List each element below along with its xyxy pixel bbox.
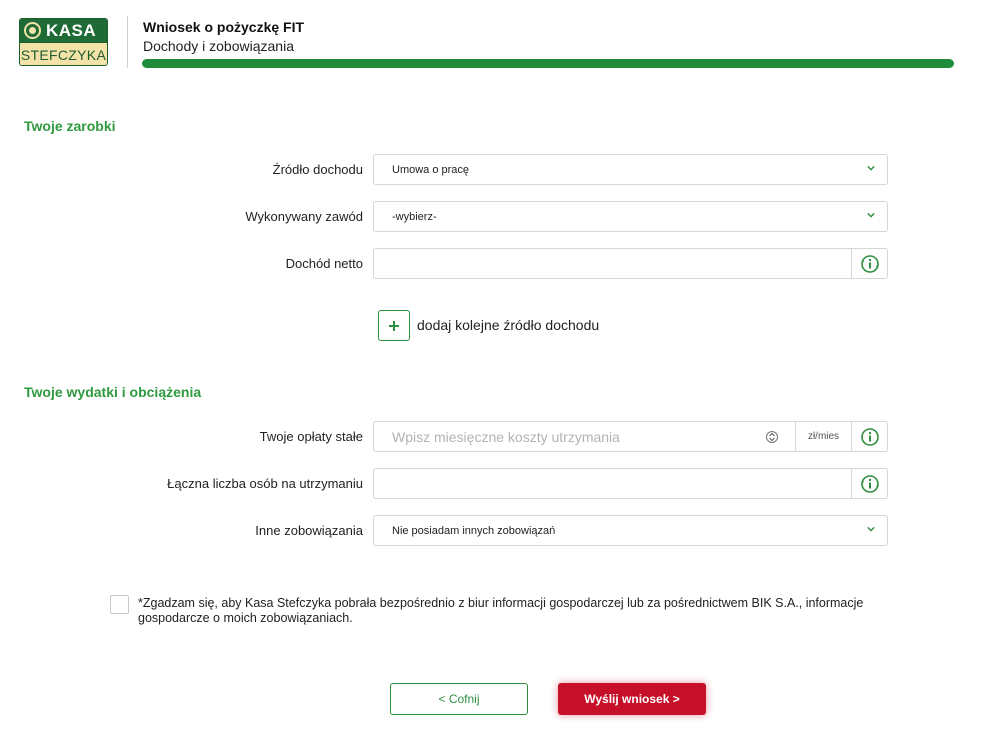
- occupation-value: -wybierz-: [392, 210, 437, 223]
- logo-stefczyka-text: STEFCZYKA: [20, 42, 107, 66]
- other-obligations-label: Inne zobowiązania: [255, 523, 363, 538]
- progress-bar: [142, 59, 954, 68]
- occupation-label: Wykonywany zawód: [245, 209, 363, 224]
- fixed-costs-label: Twoje opłaty stałe: [259, 429, 363, 444]
- submit-application-button[interactable]: Wyślij wniosek >: [558, 683, 706, 715]
- info-icon: [860, 427, 880, 447]
- logo-top-band: [20, 19, 107, 42]
- fixed-costs-info-button[interactable]: [851, 422, 887, 451]
- step-title: Dochody i zobowiązania: [143, 38, 294, 54]
- dependents-input[interactable]: [374, 469, 851, 498]
- other-obligations-select[interactable]: [373, 515, 888, 546]
- other-obligations-value: Nie posiadam innych zobowiązań: [392, 524, 556, 537]
- income-source-label: Źródło dochodu: [272, 162, 363, 177]
- net-income-info-button[interactable]: [851, 249, 887, 278]
- fixed-costs-field: [373, 421, 888, 452]
- progress-bar-fill: [142, 59, 954, 68]
- net-income-label: Dochód netto: [285, 256, 363, 271]
- back-button[interactable]: < Cofnij: [390, 683, 528, 715]
- chevron-down-icon: [867, 164, 875, 172]
- logo-emblem-icon: [24, 22, 41, 39]
- net-income-field: [373, 248, 888, 279]
- info-icon: [860, 474, 880, 494]
- consent-checkbox[interactable]: [110, 595, 129, 614]
- info-icon: [860, 254, 880, 274]
- consent-text: *Zgadzam się, aby Kasa Stefczyka pobrała bezpośrednio z biur informacji gospodarczej lub za pośrednictwem BIK S.A., informacje gospodarcze o moich zobowiązaniach.: [138, 596, 864, 625]
- expenses-section-title: Twoje wydatki i obciążenia: [24, 384, 202, 400]
- dependents-info-button[interactable]: [851, 469, 887, 498]
- dependents-field: [373, 468, 888, 499]
- net-income-input[interactable]: [374, 249, 851, 278]
- occupation-select[interactable]: [373, 201, 888, 232]
- chevron-down-icon: [867, 211, 875, 219]
- income-source-select[interactable]: [373, 154, 888, 185]
- fixed-costs-input[interactable]: [374, 422, 765, 451]
- logo-kasa-text: KASA: [46, 20, 97, 40]
- number-spinner[interactable]: [765, 422, 779, 451]
- spinner-arrows-icon: [766, 430, 778, 444]
- add-income-source-label[interactable]: dodaj kolejne źródło dochodu: [417, 317, 600, 333]
- kasa-stefczyka-logo[interactable]: [19, 18, 108, 66]
- dependents-label: Łączna liczba osób na utrzymaniu: [167, 476, 363, 491]
- plus-icon: [387, 319, 401, 333]
- header-divider: [127, 16, 128, 68]
- currency-unit: zł/mies: [795, 422, 851, 451]
- add-income-source-button[interactable]: [378, 310, 410, 341]
- income-section-title: Twoje zarobki: [24, 118, 116, 134]
- application-title: Wniosek o pożyczkę FIT: [143, 19, 305, 35]
- chevron-down-icon: [867, 525, 875, 533]
- income-source-value: Umowa o pracę: [392, 163, 470, 176]
